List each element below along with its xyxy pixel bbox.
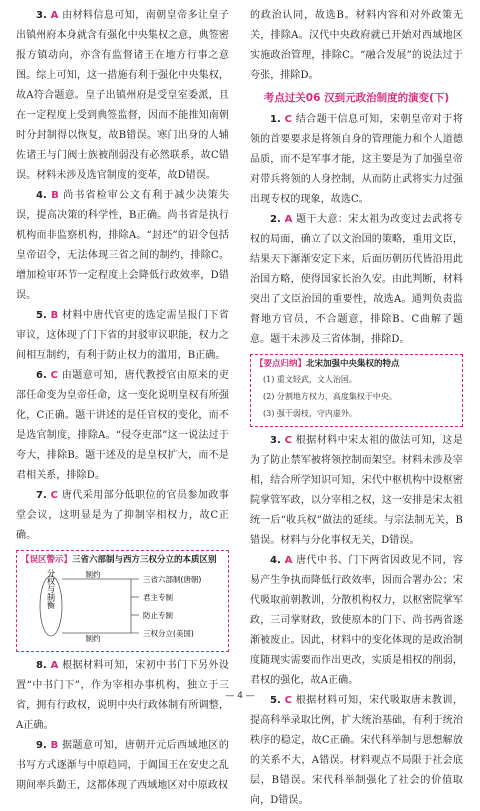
answer-letter: C <box>284 435 293 446</box>
box-title: 【误区警示】三省六部制与西方三权分立的本质区别 <box>21 555 217 565</box>
answer-9: 9. B 据题意可知，唐朝开元后西域地区的书写方式逐渐与中原趋同，于阗国王在安史之乱期间率兵勤王，这都体现了西域地区对中原政权 <box>16 740 229 791</box>
answer-letter: B <box>50 310 59 321</box>
bottom-label: 制约 <box>85 634 101 643</box>
answer-3: 3. A 由材料信息可知，南朝皇帝多让皇子出镇州府本身就含有强化中央集权之意，典签密报方镇动向，亦含有监督诸王在地方行事之意图。综上可知，这一措施有利于强化中央集权，故A符合题意。皇子出镇州府是受皇室委派，且在一定程度上受到典签监督，因而不能推知南朝时分封制得以恢复，故B错误。寒门出身的人辅佐诸王与门阀士族被削弱没有必然联系，故C错误。材料未涉及选官制度的变革，故D错误。 <box>16 10 230 181</box>
answer-r3: 3. C 根据材料中宋太祖的做法可知，这是为了防止禁军被将领控制而架空。材料未涉及宰相，结合所学知识可知，宋代中枢机构中设枢密院掌管军政，以分宰相之权，这一安排是宋太祖统一后“收兵权”做法的延续。与宗法制无关，B错误。材料与分化事权无关，D错误。 <box>250 435 463 546</box>
answer-r4: 4. A 唐代中书、门下两省因政见不同，容易产生争执而降低行政效率，因而合署办公；宋代吸取前朝教训，分散机构权力，以枢密院掌军政，三司掌财政，致使原本的门下、尚书两省逐渐被废止。因此，材料中的变化体现的是政治制度随现实需要而作出更改，实质是相权的削弱，君权的强化，故A正确。 <box>250 555 464 686</box>
box-title: 【要点归纳】北宋加强中央集权的特点 <box>255 359 400 369</box>
key-point-item: (2) 分割地方权力，高度集权于中央。 <box>263 392 397 401</box>
misconception-box <box>16 550 229 652</box>
right-label-4: 三权分立(美国) <box>143 629 194 638</box>
answer-7: 7. C 唐代采用部分低职位的官员参加政事堂会议，这明显是为了抑制宰相权力，故C正确。 <box>16 490 229 541</box>
comparison-diagram <box>21 569 224 643</box>
key-point-item: (3) 强干弱枝，守内虚外。 <box>263 409 357 418</box>
right-label-1: 三省六部制(唐朝) <box>143 575 202 584</box>
answer-letter: C <box>284 114 293 125</box>
answer-r2: 2. A 题干大意：宋太祖为改变过去武将专权的局面，确立了以文治国的策略，重用文臣，结果天下渐渐安定下来，后面历朝历代皆沿用此治国方略，使得国家长治久安。由此判断，材料突出了文臣治国的重要性，故选A。通判负责监督地方官员，不合题意，排除B、C曲解了题意。题干未涉及三省体制，排除D。 <box>250 214 464 345</box>
answer-6: 6. C 由题意可知，唐代教授官由原来的吏部任命变为皇帝任命，这一变化说明皇权有所强化，C正确。题干讲述的是任官权的变化，而不是选官制度，排除A。“侵夺吏部”这一说法过于夸大，排除B。题干述及的是皇权扩大，而不是君相关系，排除D。 <box>16 370 229 481</box>
answer-r5: 5. C 根据材料可知，宋代吸取唐末教训，提高科举录取比例，扩大统治基础，有利于统治秩序的稳定，故C正确。宋代科举制与思想解放的关系不大，A错误。材料观点不局限于社会底层，B错误。宋代科举制强化了社会的价值取向，D错误。 <box>250 695 463 806</box>
answer-4: 4. B 尚书省检审公文有利于减少决策失误，提高决策的科学性，B正确。尚书省是执行机构而非监察机构，排除A。“封还”的诏令包括皇帝诏令，无法体现三省之间的制约，排除C。增加检审环节一定程度上会降低行政效率，D错误。 <box>16 190 230 301</box>
answer-9-continued: 的政治认同，故选B。材料内容和对外政策无关，排除A。汉代中央政府就已开始对西域地区实施政治管理，排除C。“融合发展”的说法过于夸张，排除D。 <box>250 10 463 81</box>
answer-letter: C <box>284 695 293 706</box>
answer-letter: A <box>50 660 59 671</box>
section-heading: 考点过关06 汉到元政治制度的演变(下) <box>263 92 450 104</box>
answer-letter: C <box>50 370 59 381</box>
left-column <box>16 6 229 796</box>
answer-letter: B <box>51 190 59 201</box>
answer-5: 5. B 材料中唐代官吏的选定需呈报门下省审议，这体现了门下省的封驳审议职能，权力之间相互制约，有利于防止权力的滥用，B正确。 <box>16 310 229 361</box>
answer-8: 8. A 根据材料可知，宋初中书门下另外设置“中书门下”，作为宰相办事机构，独立于三省，拥有行政权，说明中央行政体制有所调整，A正确。 <box>16 660 230 731</box>
page-number: — 4 — <box>225 691 255 701</box>
key-point-item: (1) 重文轻武，文人治国。 <box>263 375 357 384</box>
answer-letter: C <box>50 490 59 501</box>
comparison-diagram-svg <box>21 569 224 643</box>
answer-r1: 1. C 结合题干信息可知，宋朝皇帝对于将领的首要要求是将领自身的管理能力和个人道德品质，而不是军事才能，这主要是为了加强皇帝对带兵将领的人身控制，从而防止武将实力过强出现专权的现象，故选C。 <box>250 114 463 205</box>
answer-letter: A <box>284 555 293 566</box>
right-label-3: 防止专制 <box>143 611 173 620</box>
left-top-label: 制约 <box>85 570 101 579</box>
key-points-box <box>250 354 463 427</box>
right-label-2: 君主专制 <box>143 593 173 602</box>
answer-letter: B <box>50 740 59 751</box>
answer-letter: A <box>50 10 59 21</box>
answer-letter: A <box>284 214 293 225</box>
center-label: 分权与制衡 <box>46 569 56 609</box>
